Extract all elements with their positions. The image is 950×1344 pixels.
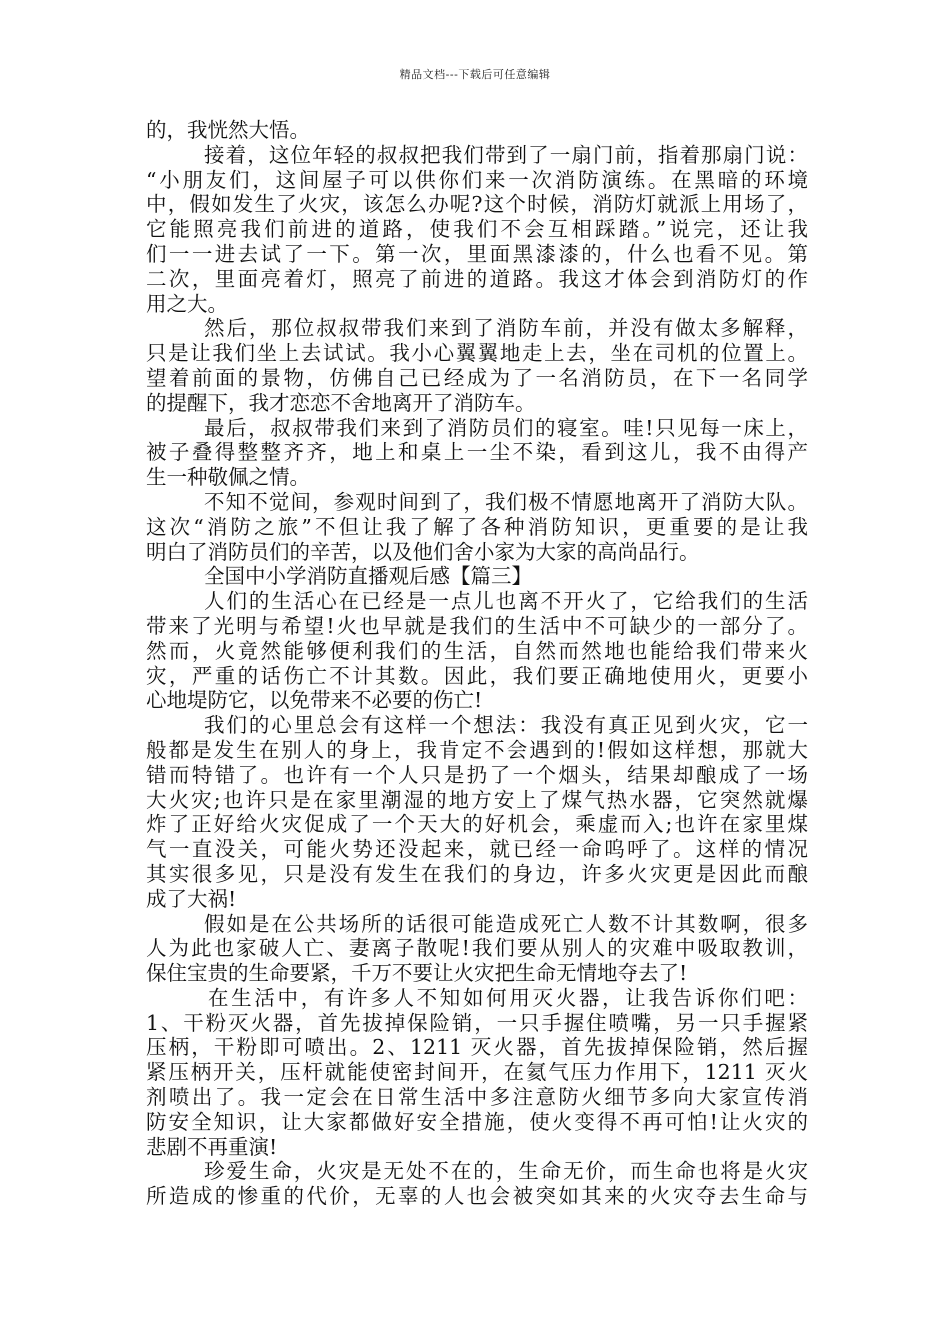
text-line: 炸了正好给火灾促成了一个天大的好机会，乘虚而入;也许在家里煤 (146, 812, 808, 837)
text-line: 防安全知识，让大家都做好安全措施，使火变得不再可怕!让火灾的 (146, 1109, 808, 1134)
text-line: 保住宝贵的生命要紧，千万不要让火灾把生命无情地夺去了! (146, 961, 688, 986)
text-line: 剂喷出了。我一定会在日常生活中多注意防火细节多向大家宣传消 (146, 1085, 808, 1110)
text-line: 悲剧不再重演! (146, 1134, 278, 1159)
text-line: 被子叠得整整齐齐，地上和桌上一尘不染，看到这儿，我不由得产 (146, 440, 808, 465)
text-line: 大火灾;也许只是在家里潮湿的地方安上了煤气热水器，它突然就爆 (146, 787, 808, 812)
text-line: 的提醒下，我才恋恋不舍地离开了消防车。 (146, 390, 536, 415)
text-line: 在生活中，有许多人不知如何用灭火器，让我告诉你们吧： (208, 985, 808, 1010)
text-line: 们一一进去试了一下。第一次，里面黑漆漆的，什么也看不见。第 (146, 241, 808, 266)
text-line: 接着，这位年轻的叔叔把我们带到了一扇门前，指着那扇门说： (204, 142, 808, 167)
text-line: 1、干粉灭火器，首先拔掉保险销，一只手握住喷嘴，另一只手握紧 (146, 1010, 808, 1035)
text-line: 成了大祸! (146, 886, 237, 911)
text-line: 气一直没关，可能火势还没起来，就已经一命呜呼了。这样的情况 (146, 837, 808, 862)
text-line: 用之大。 (146, 291, 228, 316)
text-line: 压柄，干粉即可喷出。2、1211 灭火器，首先拔掉保险销，然后握 (146, 1035, 808, 1060)
text-line: 其实很多见，只是没有发生在我们的身边，许多火灾更是因此而酿 (146, 861, 808, 886)
text-line: 所造成的惨重的代价，无辜的人也会被突如其来的火灾夺去生命与 (146, 1184, 808, 1209)
text-line: 然而，火竟然能够便利我们的生活，自然而然地也能给我们带来火 (146, 638, 808, 663)
text-line: 二次，里面亮着灯，照亮了前进的道路。我这才体会到消防灯的作 (146, 266, 808, 291)
text-line: 带来了光明与希望!火也早就是我们的生活中不可缺少的一部分了。 (146, 613, 808, 638)
text-line: 紧压柄开关，压杆就能使密封间开，在氦气压力作用下，1211 灭火 (146, 1060, 808, 1085)
text-line: 人们的生活心在已经是一点儿也离不开火了，它给我们的生活 (204, 589, 808, 614)
document-body (146, 118, 808, 1209)
text-line: 珍爱生命，火灾是无处不在的，生命无价，而生命也将是火灾 (204, 1159, 808, 1184)
text-line: “小朋友们，这间屋子可以供你们来一次消防演练。在黑暗的环境 (146, 167, 808, 192)
text-line: 望着前面的景物，仿佛自己已经成为了一名消防员，在下一名同学 (146, 365, 808, 390)
text-line: 全国中小学消防直播观后感【篇三】 (204, 564, 532, 589)
text-line: 心地堤防它，以免带来不必要的伤亡! (146, 688, 483, 713)
text-line: 我们的心里总会有这样一个想法：我没有真正见到火灾，它一 (204, 713, 808, 738)
text-line: 的，我恍然大悟。 (146, 118, 310, 142)
page-header: 精品文档---下载后可任意编辑 (399, 68, 551, 81)
text-line: 人为此也家破人亡、妻离子散呢!我们要从别人的灾难中吸取教训， (146, 936, 808, 961)
text-line: 这次“消防之旅”不但让我了解了各种消防知识，更重要的是让我 (146, 514, 808, 539)
text-line: 生一种敬佩之情。 (146, 465, 310, 490)
text-line: 然后，那位叔叔带我们来到了消防车前，并没有做太多解释， (204, 316, 808, 341)
text-line: 不知不觉间，参观时间到了，我们极不情愿地离开了消防大队。 (204, 489, 808, 514)
text-line: 明白了消防员们的辛苦，以及他们舍小家为大家的高尚品行。 (146, 539, 700, 564)
text-line: 错而特错了。也许有一个人只是扔了一个烟头，结果却酿成了一场 (146, 762, 808, 787)
text-line: 最后，叔叔带我们来到了消防员们的寝室。哇!只见每一床上， (204, 415, 808, 440)
text-line: 中，假如发生了火灾，该怎么办呢?这个时候，消防灯就派上用场了， (146, 192, 808, 217)
text-line: 般都是发生在别人的身上，我肯定不会遇到的!假如这样想，那就大 (146, 737, 808, 762)
text-line: 假如是在公共场所的话很可能造成死亡人数不计其数啊，很多 (204, 911, 808, 936)
text-line: 它能照亮我们前进的道路，使我们不会互相踩踏。”说完，还让我 (146, 217, 808, 242)
text-line: 灾，严重的话伤亡不计其数。因此，我们要正确地使用火，更要小 (146, 663, 808, 688)
text-line: 只是让我们坐上去试试。我小心翼翼地走上去，坐在司机的位置上。 (146, 341, 808, 366)
